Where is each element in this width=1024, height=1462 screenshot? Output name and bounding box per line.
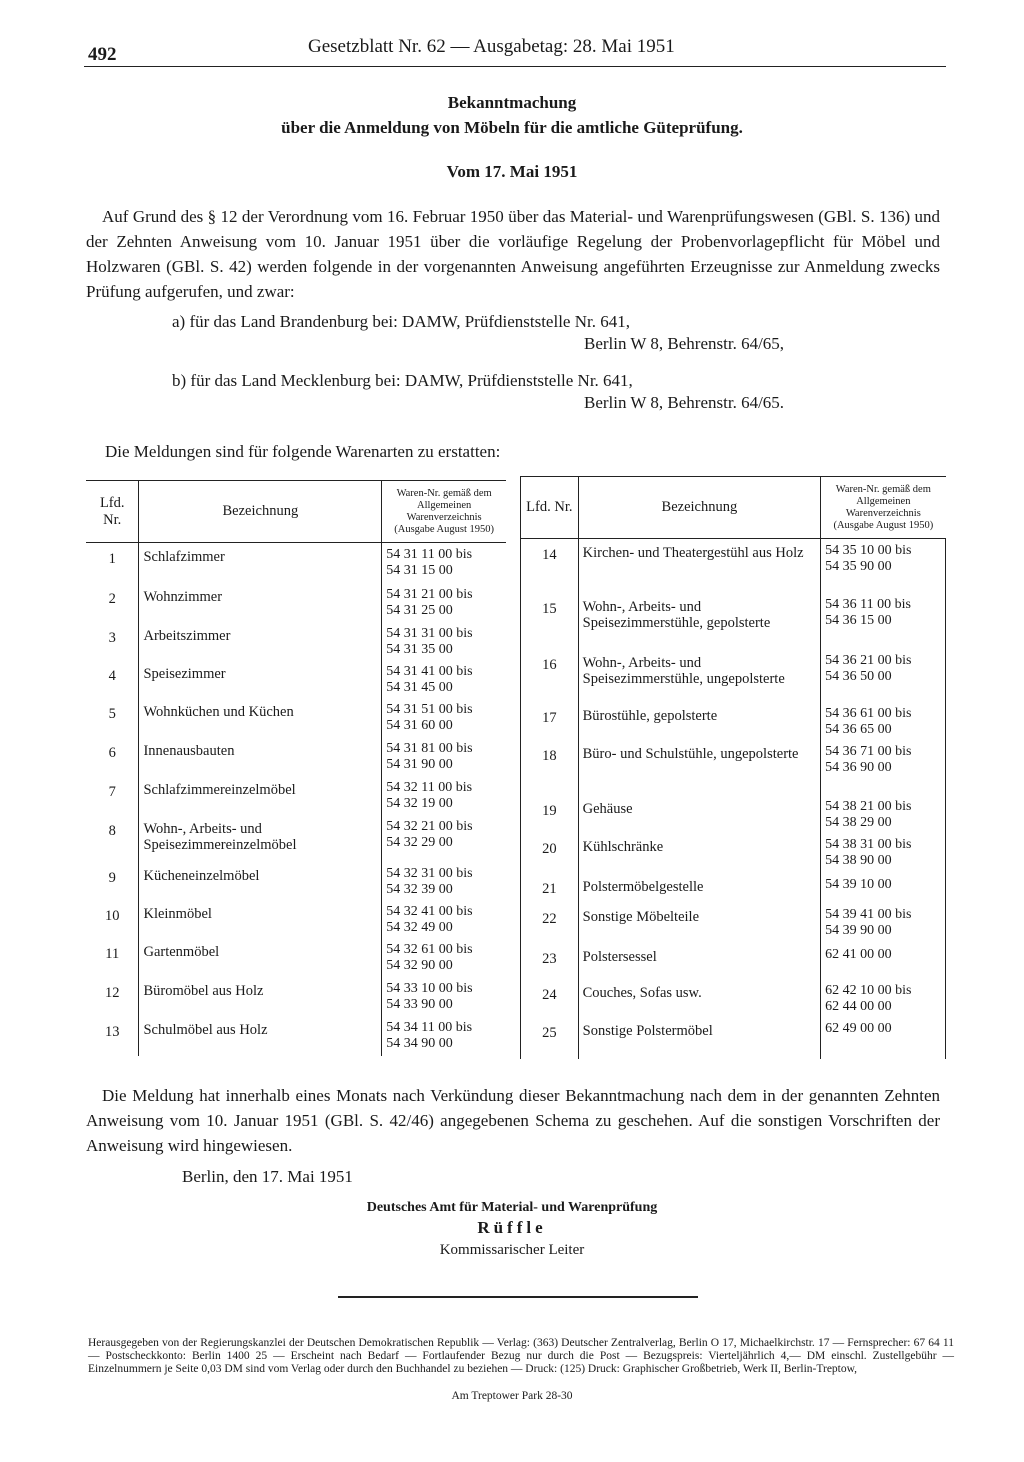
row-warennr — [821, 1017, 946, 1059]
row-warennr — [382, 698, 506, 737]
code-from: 54 31 51 00 bis — [386, 701, 473, 717]
row-lfd: 15 — [521, 593, 579, 649]
row-lfd: 16 — [521, 649, 579, 702]
table-row — [86, 815, 506, 862]
signer-title: Kommissarischer Leiter — [439, 1242, 585, 1258]
table-row — [521, 903, 946, 943]
code-from: 54 31 21 00 bis — [386, 586, 473, 602]
row-bezeichnung: Wohnküchen und Küchen — [139, 698, 382, 737]
table-row — [521, 740, 946, 795]
row-bezeichnung: Schlafzimmer — [139, 543, 382, 583]
code-to: 54 36 90 00 — [825, 759, 892, 775]
row-bezeichnung: Polstermöbelgestelle — [578, 873, 821, 903]
authority-name: Deutsches Amt für Material- und Warenprüfung — [366, 1200, 658, 1215]
table-row — [521, 943, 946, 979]
row-lfd: 13 — [104, 1023, 120, 1040]
code-from: 54 32 31 00 bis — [386, 865, 473, 881]
footer-rule — [338, 1296, 698, 1298]
code-to: 54 39 90 00 — [825, 922, 892, 938]
row-warennr — [382, 622, 506, 660]
code-to: 54 32 29 00 — [386, 834, 453, 850]
table-row — [521, 593, 946, 649]
row-bezeichnung: Gartenmöbel — [139, 938, 382, 977]
table-row — [521, 539, 946, 593]
col-lfd: Lfd. Nr. — [86, 481, 139, 543]
goods-table-right — [520, 476, 946, 1059]
code-from: 54 39 41 00 bis — [825, 906, 912, 922]
code-from: 54 31 11 00 bis — [386, 547, 473, 562]
row-warennr — [821, 649, 946, 702]
code-from: 54 32 41 00 bis — [386, 903, 473, 919]
row-bezeichnung: Kleinmöbel — [139, 900, 382, 938]
item-a-line1: a) für das Land Brandenburg bei: DAMW, Prüfdienststelle Nr. 641, — [172, 312, 630, 331]
code-from: 62 49 00 00 — [825, 1020, 892, 1036]
row-bezeichnung: Kirchen- und Theatergestühl aus Holz — [578, 539, 821, 593]
row-bezeichnung: Couches, Sofas usw. — [578, 979, 821, 1017]
row-lfd: 18 — [521, 740, 579, 795]
row-bezeichnung: Wohnzimmer — [139, 583, 382, 622]
code-from: 54 38 21 00 bis — [825, 798, 912, 814]
row-bezeichnung: Kücheneinzelmöbel — [139, 862, 382, 900]
row-lfd: 19 — [521, 795, 579, 833]
code-to: 54 35 90 00 — [825, 559, 892, 574]
code-from: 54 34 11 00 bis — [386, 1019, 473, 1035]
row-warennr — [382, 900, 506, 938]
row-lfd: 11 — [105, 945, 120, 962]
row-bezeichnung: Schlafzimmereinzelmöbel — [139, 776, 382, 815]
row-lfd: 2 — [108, 590, 116, 607]
code-to: 54 31 90 00 — [386, 756, 453, 772]
code-from: 54 39 10 00 — [825, 876, 892, 892]
row-warennr — [382, 1016, 506, 1056]
row-bezeichnung: Polstersessel — [578, 943, 821, 979]
row-bezeichnung: Innenausbauten — [139, 737, 382, 776]
imprint: Herausgegeben von der Regierungskanzlei der Deutschen Demokratischen Republik — Verlag: (363) Deutscher Zentralverlag, Berlin O 17, Michaelkirchstr. 17 — Fernsprecher: 67 64 11 — Postscheckkonto: Berlin 1400 25 — Erscheint nach Bedarf — Fortlaufender Bezug nur durch die Post — Bezugspreis: Vierteljährlich 4,— DM einschl. Zustellgebühr — Einzelnummern je Seite 0,03 DM sind vom Verlag oder durch den Buchhandel zu beziehen — Druck: (125) Druck: Graphischer Großbetrieb, Werk II, Berlin-Treptow, — [88, 1337, 954, 1375]
code-to: 54 31 15 00 — [386, 563, 453, 578]
col-warennr: Waren-Nr. gemäß dem Allgemeinen Warenverzeichnis (Ausgabe August 1950) — [382, 481, 506, 543]
code-from: 54 35 10 00 bis — [825, 543, 912, 558]
row-lfd: 6 — [108, 744, 116, 761]
code-from: 54 31 41 00 bis — [386, 663, 473, 679]
code-from: 54 32 11 00 bis — [386, 779, 473, 795]
closing-text: Die Meldung hat innerhalb eines Monats nach Verkündung dieser Bekanntmachung nach dem in der genannten Zehnten Anweisung vom 10. Januar 1951 (GBl. S. 42/46) angegebenen Schema zu geschehen. Auf die sonstigen Vorschriften der Anweisung wird hingewiesen. — [86, 1086, 940, 1155]
intro-paragraph — [86, 204, 940, 304]
row-bezeichnung: Bürostühle, gepolsterte — [578, 702, 821, 740]
table-row — [86, 698, 506, 737]
row-warennr — [382, 815, 506, 862]
table-row — [86, 583, 506, 622]
row-warennr — [821, 740, 946, 795]
row-lfd: 12 — [104, 984, 120, 1001]
code-from: 54 31 31 00 bis — [386, 625, 473, 641]
code-to: 54 36 15 00 — [825, 612, 892, 628]
table-row — [86, 977, 506, 1016]
item-a-line2: Berlin W 8, Behrenstr. 64/65, — [584, 334, 785, 353]
col-bezeichnung-right: Bezeichnung — [578, 477, 821, 539]
row-bezeichnung: Schulmöbel aus Holz — [139, 1016, 382, 1056]
table-row — [86, 900, 506, 938]
col-lfd-right: Lfd. Nr. — [521, 477, 579, 539]
col-warennr-right: Waren-Nr. gemäß dem Allgemeinen Warenverzeichnis (Ausgabe August 1950) — [821, 477, 946, 539]
code-to: 54 36 50 00 — [825, 668, 892, 684]
row-warennr — [821, 833, 946, 873]
row-bezeichnung: Sonstige Möbelteile — [578, 903, 821, 943]
code-to: 54 38 29 00 — [825, 814, 892, 830]
table-row — [521, 649, 946, 702]
code-from: 54 36 21 00 bis — [825, 652, 912, 668]
table-row — [521, 979, 946, 1017]
code-from: 54 33 10 00 bis — [386, 980, 473, 996]
code-from: 62 41 00 00 — [825, 946, 892, 962]
row-bezeichnung: Wohn-, Arbeits- und Speisezimmerstühle, gepolsterte — [578, 593, 821, 649]
row-lfd: 7 — [108, 783, 116, 800]
code-to: 54 32 49 00 — [386, 919, 453, 935]
code-to: 54 34 90 00 — [386, 1035, 453, 1051]
signer-name: Rüffle — [477, 1218, 547, 1237]
row-warennr — [821, 979, 946, 1017]
code-from: 54 36 61 00 bis — [825, 705, 912, 721]
table-row — [86, 660, 506, 698]
row-warennr — [821, 539, 946, 593]
code-to: 54 33 90 00 — [386, 996, 453, 1012]
row-warennr — [382, 543, 506, 583]
code-to: 54 31 35 00 — [386, 641, 453, 657]
running-header: Gesetzblatt Nr. 62 — Ausgabetag: 28. Mai 1951 — [308, 36, 675, 57]
table-row — [521, 833, 946, 873]
row-bezeichnung: Sonstige Polstermöbel — [578, 1017, 821, 1059]
row-warennr — [821, 795, 946, 833]
code-to: 54 32 90 00 — [386, 957, 453, 973]
row-lfd: 22 — [521, 903, 579, 943]
table-row — [521, 702, 946, 740]
table-row — [521, 1017, 946, 1059]
row-lfd: 3 — [108, 629, 116, 646]
table-row — [86, 1016, 506, 1056]
row-warennr — [382, 737, 506, 776]
page-number: 492 — [88, 44, 117, 65]
row-bezeichnung: Büromöbel aus Holz — [139, 977, 382, 1016]
header-rule — [84, 66, 946, 67]
place-date: Berlin, den 17. Mai 1951 — [182, 1167, 353, 1186]
row-warennr — [821, 943, 946, 979]
code-to: 54 32 19 00 — [386, 795, 453, 811]
table-row — [86, 543, 506, 583]
row-lfd: 17 — [521, 702, 579, 740]
code-from: 54 32 61 00 bis — [386, 941, 473, 957]
row-bezeichnung: Gehäuse — [578, 795, 821, 833]
row-lfd: 5 — [108, 705, 116, 722]
code-to: 54 32 39 00 — [386, 881, 453, 897]
code-to: 54 31 60 00 — [386, 717, 453, 733]
row-lfd: 25 — [521, 1017, 579, 1059]
code-to: 54 36 65 00 — [825, 721, 892, 737]
row-warennr — [382, 776, 506, 815]
announcement-subtitle: über die Anmeldung von Möbeln für die amtliche Güteprüfung. — [281, 118, 743, 137]
table-row — [521, 873, 946, 903]
row-warennr — [821, 903, 946, 943]
code-to: 54 31 45 00 — [386, 679, 453, 695]
table-row — [86, 938, 506, 977]
row-lfd: 8 — [108, 822, 116, 839]
code-to: 54 38 90 00 — [825, 852, 892, 868]
row-lfd: 10 — [104, 907, 120, 924]
row-lfd: 14 — [521, 539, 579, 593]
row-warennr — [382, 977, 506, 1016]
row-warennr — [382, 862, 506, 900]
row-lfd: 24 — [521, 979, 579, 1017]
row-lfd: 23 — [521, 943, 579, 979]
row-bezeichnung: Büro- und Schulstühle, ungepolsterte — [578, 740, 821, 795]
row-bezeichnung: Kühlschränke — [578, 833, 821, 873]
announcement-title: Bekanntmachung — [447, 93, 577, 112]
goods-table-left — [86, 480, 506, 1056]
table-row — [521, 795, 946, 833]
item-b-line2: Berlin W 8, Behrenstr. 64/65. — [584, 393, 785, 412]
row-lfd: 1 — [108, 551, 116, 567]
table-body-left — [86, 543, 506, 1056]
imprint-last-line: Am Treptower Park 28-30 — [451, 1390, 573, 1402]
row-bezeichnung: Arbeitszimmer — [139, 622, 382, 660]
code-from: 54 38 31 00 bis — [825, 836, 912, 852]
code-from: 54 32 21 00 bis — [386, 818, 473, 834]
code-to: 54 31 25 00 — [386, 602, 453, 618]
row-warennr — [382, 938, 506, 977]
table-row — [86, 622, 506, 660]
row-bezeichnung: Wohn-, Arbeits- und Speisezimmereinzelmöbel — [139, 815, 382, 862]
item-b-line1: b) für das Land Mecklenburg bei: DAMW, Prüfdienststelle Nr. 641, — [172, 371, 633, 390]
table-row — [86, 862, 506, 900]
row-bezeichnung: Wohn-, Arbeits- und Speisezimmerstühle, ungepolsterte — [578, 649, 821, 702]
table-body-right — [521, 539, 946, 1059]
announcement-date: Vom 17. Mai 1951 — [446, 162, 578, 181]
closing-paragraph — [86, 1083, 940, 1158]
row-lfd: 9 — [108, 869, 116, 886]
col-bezeichnung: Bezeichnung — [139, 481, 382, 543]
table-row — [86, 737, 506, 776]
row-lfd: 21 — [521, 873, 579, 903]
table-lead: Die Meldungen sind für folgende Warenarten zu erstatten: — [105, 442, 501, 461]
row-warennr — [382, 583, 506, 622]
row-bezeichnung: Speisezimmer — [139, 660, 382, 698]
row-warennr — [821, 702, 946, 740]
code-from: 54 31 81 00 bis — [386, 740, 473, 756]
row-lfd: 20 — [521, 833, 579, 873]
code-from: 54 36 11 00 bis — [825, 596, 911, 612]
intro-text: Auf Grund des § 12 der Verordnung vom 16. Februar 1950 über das Material- und Warenprüfungswesen (GBl. S. 136) und der Zehnten Anweisung vom 10. Januar 1951 über die vorläufige Regelung der Probenvorlagepflicht für Möbel und Holzwaren (GBl. S. 42) werden folgende in der vorgenannten Anweisung angeführten Erzeugnisse zur Anmeldung zwecks Prüfung aufgerufen, und zwar: — [86, 207, 940, 301]
row-warennr — [382, 660, 506, 698]
code-to: 62 44 00 00 — [825, 998, 892, 1014]
row-warennr — [821, 593, 946, 649]
row-warennr — [821, 873, 946, 903]
row-lfd: 4 — [108, 667, 116, 684]
table-row — [86, 776, 506, 815]
code-from: 54 36 71 00 bis — [825, 743, 912, 759]
code-from: 62 42 10 00 bis — [825, 982, 912, 998]
